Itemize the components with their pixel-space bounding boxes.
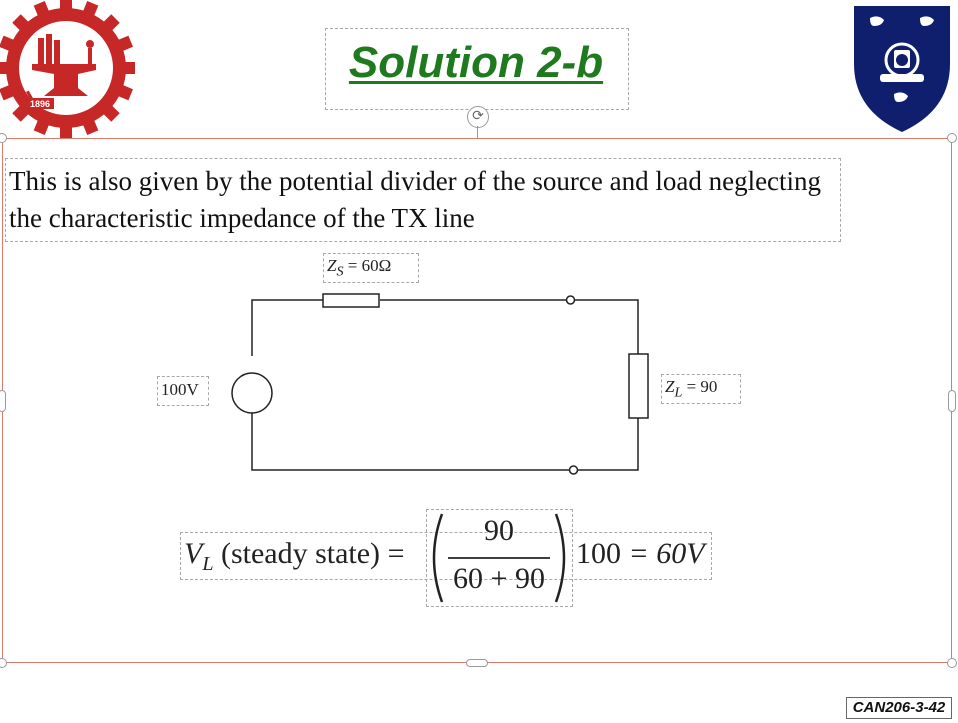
resize-handle-bottom-right[interactable] — [947, 658, 957, 668]
right-crest-logo — [850, 2, 954, 136]
resize-handle-left-middle[interactable] — [0, 390, 6, 412]
zl-value: = 90 — [686, 377, 718, 396]
result: = 60V — [628, 537, 705, 570]
circuit-diagram — [225, 290, 650, 480]
zs-subscript: S — [336, 263, 344, 280]
left-logo — [0, 0, 135, 138]
equation-lhs — [184, 537, 404, 576]
voltage-source-symbol — [232, 373, 272, 413]
wire-bottom — [252, 411, 570, 470]
terminal-bottom — [570, 466, 578, 474]
zs-label — [327, 256, 391, 280]
zs-value: = 60Ω — [347, 256, 392, 275]
resize-handle-bottom-middle[interactable] — [466, 659, 488, 667]
resize-handle-bottom-left[interactable] — [0, 658, 7, 668]
slide-footer-code: CAN206-3-42 — [846, 697, 952, 719]
fraction-numerator: 90 — [484, 514, 514, 547]
load-resistor-zl — [629, 354, 648, 418]
slide-title: Solution 2-b — [348, 38, 604, 87]
zl-label — [665, 377, 717, 401]
body-text: This is also given by the potential divider of the source and load neglecting the characteristic impedance of the TX line — [9, 166, 822, 233]
logo-year: 1896 — [29, 99, 51, 109]
resize-handle-top-right[interactable] — [947, 133, 957, 143]
source-label: 100V — [161, 380, 199, 399]
terminal-top — [567, 296, 575, 304]
lhs-equals: = — [387, 537, 405, 570]
resize-handle-right-middle[interactable] — [948, 390, 956, 412]
fraction-denominator: 60 + 90 — [453, 562, 545, 595]
wire-top-left — [252, 300, 323, 356]
lhs-symbol: V — [184, 537, 203, 570]
zl-symbol: Z — [665, 377, 675, 396]
rotate-handle-icon[interactable]: ⟳ — [467, 106, 489, 128]
lhs-subscript: L — [202, 553, 214, 575]
rotate-handle-stem — [477, 126, 478, 138]
wire-right — [575, 300, 638, 354]
zs-symbol: Z — [327, 256, 337, 275]
lhs-text: (steady state) — [220, 537, 381, 570]
multiplier: 100 — [576, 537, 621, 570]
equation-rhs — [576, 537, 705, 571]
source-resistor-zs — [323, 294, 379, 307]
zl-subscript: L — [674, 384, 683, 401]
wire-right-bottom — [577, 418, 638, 470]
